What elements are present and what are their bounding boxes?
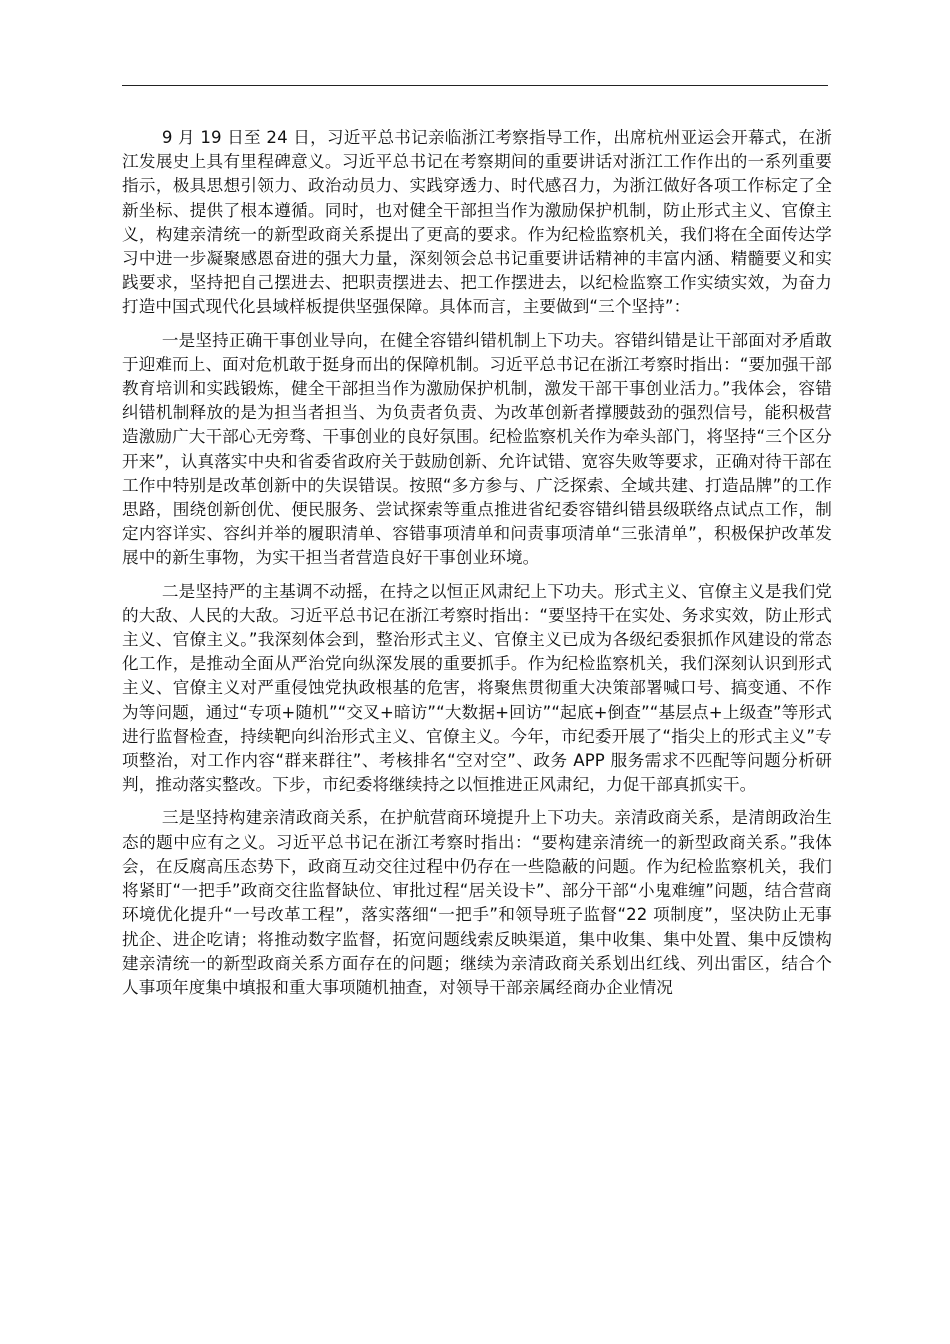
paragraph-point-three: 三是坚持构建亲清政商关系，在护航营商环境提升上下功夫。亲清政商关系，是清朗政治生态的题中应有之义。习近平总书记在浙江考察时指出：“要构建亲清统一的新型政商关系。”我体会，在反腐高压态势下，政商互动交往过程中仍存在一些隐蔽的问题。作为纪检监察机关，我们将紧盯“一把手”政商交往监督缺位、审批过程“居关设卡”、部分干部“小鬼难缠”问题，结合营商环境优化提升“一号改革工程”，落实落细“一把手”和领导班子监督“22 项制度”，坚决防止无事扰企、进企吃请；将推动数字监督，拓宽问题线索反映渠道，集中收集、集中处置、集中反馈构建亲清统一的新型政商关系方面存在的问题；继续为亲清政商关系划出红线、列出雷区，结合个人事项年度集中填报和重大事项随机抽查，对领导干部亲属经商办企业情况 bbox=[122, 808, 832, 997]
paragraph-point-two: 二是坚持严的主基调不动摇，在持之以恒正风肃纪上下功夫。形式主义、官僚主义是我们党的大敌、人民的大敌。习近平总书记在浙江考察时指出：“要坚持干在实处、务求实效，防止形式主义、官僚主义。”我深刻体会到，整治形式主义、官僚主义已成为各级纪委狠抓作风建设的常态化工作，是推动全面从严治党向纵深发展的重要抓手。作为纪检监察机关，我们深刻认识到形式主义、官僚主义对严重侵蚀党执政根基的危害，将聚焦贯彻重大决策部署喊口号、搞变通、不作为等问题，通过“专项+随机”“交叉+暗访”“大数据+回访”“起底+倒查”“基层点+上级查”等形式进行监督检查，持续靶向纠治形式主义、官僚主义。今年，市纪委开展了“指尖上的形式主义”专项整治，对工作内容“群来群往”、考核排名“空对空”、政务 APP 服务需求不匹配等问题分析研判，推动落实整改。下步，市纪委将继续持之以恒推进正风肃纪，力促干部真抓实干。 bbox=[122, 581, 832, 795]
paragraph-intro: 9 月 19 日至 24 日，习近平总书记亲临浙江考察指导工作，出席杭州亚运会开幕式，在浙江发展史上具有里程碑意义。习近平总书记在考察期间的重要讲话对浙江工作作出的一系列重要指示，极具思想引领力、政治动员力、实践穿透力、时代感召力，为浙江做好各项工作标定了全新坐标、提供了根本遵循。同时，也对健全干部担当作为激励保护机制，防止形式主义、官僚主义，构建亲清统一的新型政商关系提出了更高的要求。作为纪检监察机关，我们将在全面传达学习中进一步凝聚感恩奋进的强大力量，深刻领会总书记重要讲话精神的丰富内涵、精髓要义和实践要求，坚持把自己摆进去、把职责摆进去、把工作摆进去，以纪检监察工作实绩实效，为奋力打造中国式现代化县域样板提供坚强保障。具体而言，主要做到“三个坚持”： bbox=[122, 128, 832, 317]
header-rule bbox=[122, 85, 828, 86]
paragraph-point-one: 一是坚持正确干事创业导向，在健全容错纠错机制上下功夫。容错纠错是让干部面对矛盾敢于迎难而上、面对危机敢于挺身而出的保障机制。习近平总书记在浙江考察时指出：“要加强干部教育培训和实践锻炼，健全干部担当作为激励保护机制，激发干部干事创业活力。”我体会，容错纠错机制释放的是为担当者担当、为负责者负责、为改革创新者撑腰鼓劲的强烈信号，能积极营造激励广大干部心无旁骛、干事创业的良好氛围。纪检监察机关作为牵头部门，将坚持“三个区分开来”，认真落实中央和省委省政府关于鼓励创新、允许试错、宽容失败等要求，正确对待干部在工作中特别是改革创新中的失误错误。按照“多方参与、广泛探索、全域共建、打造品牌”的工作思路，围绕创新创优、便民服务、尝试探索等重点推进省纪委容错纠错县级联络点试点工作，制定内容详实、容纠并举的履职清单、容错事项清单和问责事项清单“三张清单”，积极保护改革发展中的新生事物，为实干担当者营造良好干事创业环境。 bbox=[122, 330, 832, 568]
document-body bbox=[122, 126, 832, 1009]
